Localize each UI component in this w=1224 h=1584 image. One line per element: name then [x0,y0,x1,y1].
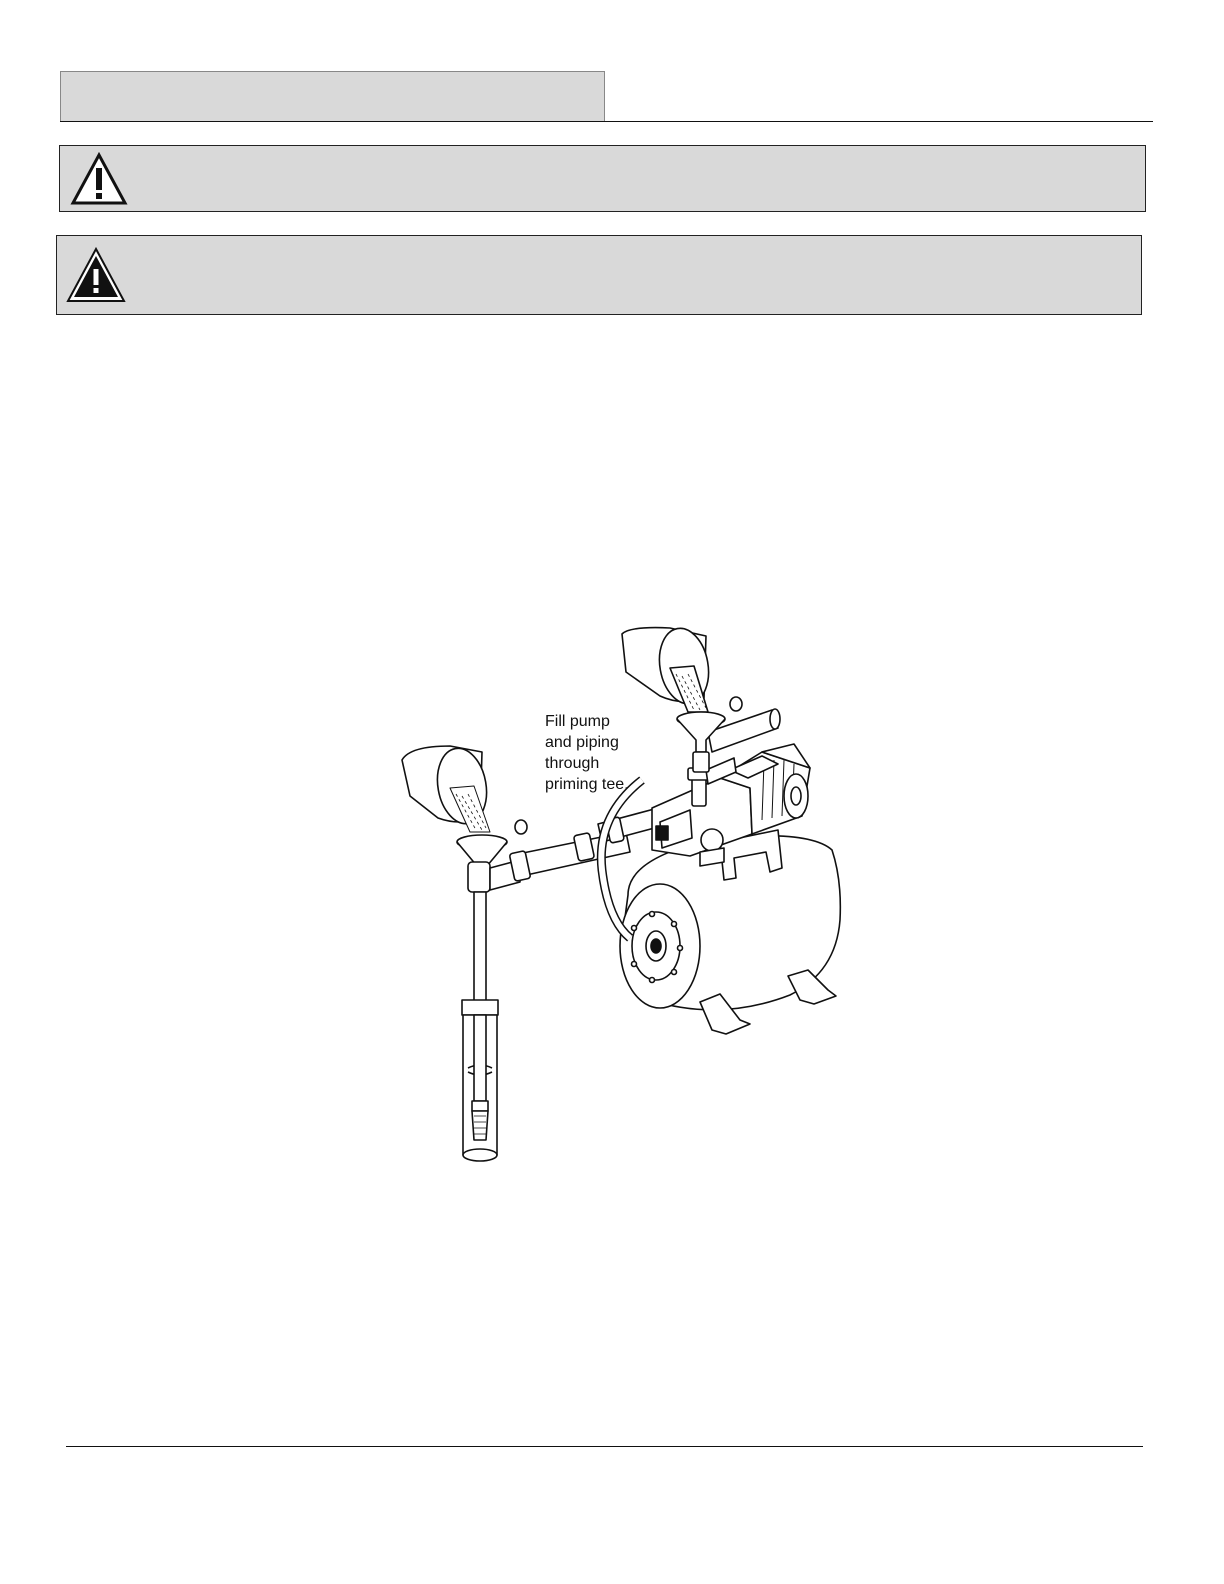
warning-box-1 [59,145,1146,212]
footer-rule [66,1446,1143,1447]
callout-line-1: Fill pump [545,713,610,730]
callout-line-4: priming tee. [545,776,629,793]
section-header-rule [60,121,1153,122]
warning-triangle-icon [66,247,126,303]
pump-priming-illustration [390,620,850,1170]
warning-triangle-icon [70,152,128,206]
section-header-tab [60,71,605,122]
warning-box-2 [56,235,1142,315]
left-bucket-icon [402,744,492,832]
callout-line-3: through [545,755,600,772]
right-bucket-icon [622,624,714,712]
priming-callout [545,711,665,795]
callout-line-2: and piping [545,734,619,751]
